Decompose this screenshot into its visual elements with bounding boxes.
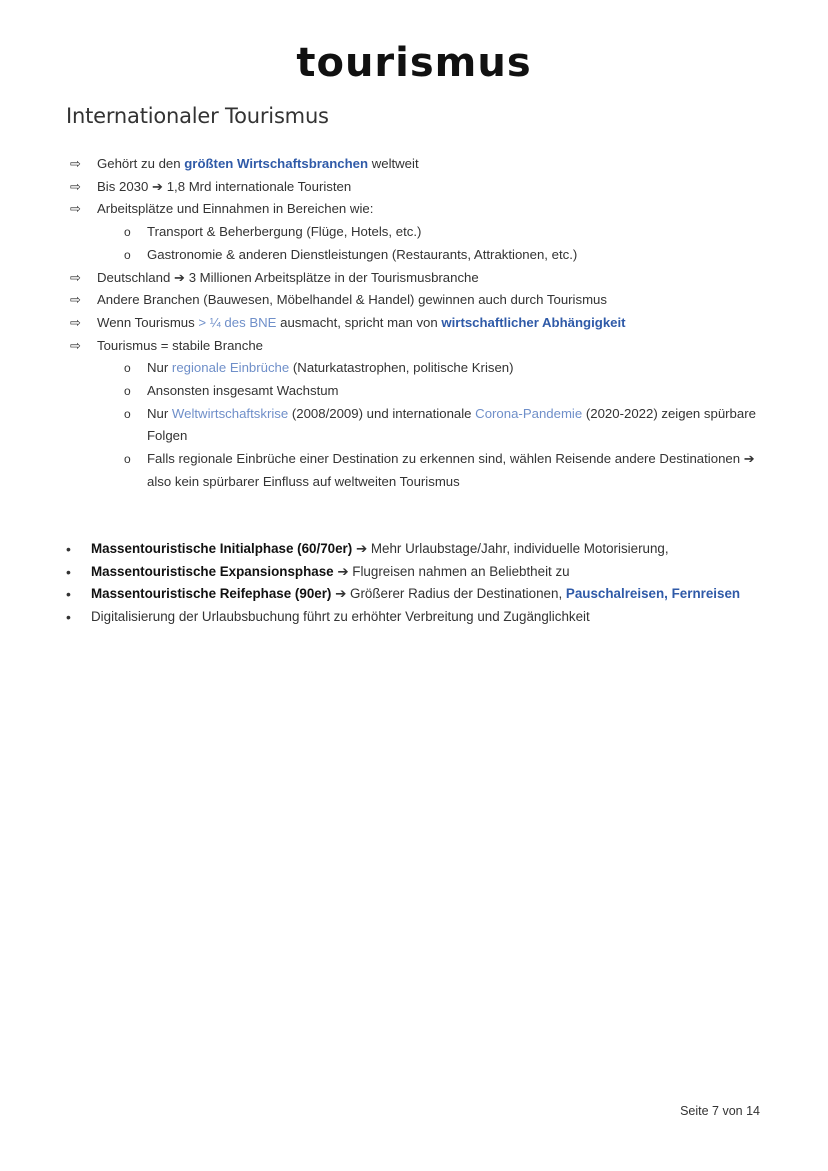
list-item: ⇨ Gehört zu den größten Wirtschaftsbranchen weltweit xyxy=(70,153,770,176)
arrow-icon: ⇨ xyxy=(70,314,81,330)
list-item: ⇨ Wenn Tourismus > ¼ des BNE ausmacht, spricht man von wirtschaftlicher Abhängigkeit xyxy=(70,312,770,335)
page-title: tourismus xyxy=(296,40,532,86)
highlight-term: Pauschalreisen xyxy=(565,586,665,602)
highlight-term: regionale Einbrüche xyxy=(171,360,290,376)
circle-bullet-icon: o xyxy=(124,452,131,467)
circle-bullet-icon: o xyxy=(124,247,131,262)
list-item: ⇨ Andere Branchen (Bauwesen, Möbelhandel & Handel) gewinnen auch durch Tourismus xyxy=(70,289,770,312)
list-item: ⇨ Deutschland ➔ 3 Millionen Arbeitsplätze in der Tourismusbranche xyxy=(70,267,770,290)
sub-list-item: o Ansonsten insgesamt Wachstum xyxy=(97,380,770,403)
sub-list-item: o Nur Weltwirtschaftskrise (2008/2009) und internationale Corona-Pandemie (2020-2022) zeigen spürbare Folgen xyxy=(97,403,770,448)
section-heading: Internationaler Tourismus xyxy=(66,104,329,128)
circle-bullet-icon: o xyxy=(124,225,131,240)
circle-bullet-icon: o xyxy=(124,384,131,399)
arrow-icon: ⇨ xyxy=(70,337,81,353)
highlight-term: größten Wirtschaftsbranchen xyxy=(184,156,369,171)
bullet-icon: • xyxy=(66,563,71,580)
sub-list xyxy=(97,221,770,266)
arrow-icon: ⇨ xyxy=(70,292,81,308)
bullet-icon: • xyxy=(66,586,71,603)
sub-list-item: o Transport & Beherbergung (Flüge, Hotels, etc.) xyxy=(97,221,770,244)
arrow-icon: ⇨ xyxy=(70,201,81,217)
sub-list-item: o Nur regionale Einbrüche (Naturkatastrophen, politische Krisen) xyxy=(97,357,770,380)
highlight-term: Corona-Pandemie xyxy=(475,405,583,421)
list-item: ⇨ Tourismus = stabile Branche o Nur regionale Einbrüche (Naturkatastrophen, politische Krisen) o Ansonsten insgesamt Wachstum o Nur Weltwirtschaftskrise (2008/2009) und internationale Corona-Pandemie (2020-2022) zeigen spürbare Folgen o Falls regionale Einbrüche einer Destination zu erkennen sind, wählen Reisende andere Destinationen ➔ also kein spürbarer Einfluss auf weltweiten Tourismus xyxy=(70,335,770,494)
list-item: • Digitalisierung der Urlaubsbuchung führt zu erhöhter Verbreitung und Zugänglichkeit xyxy=(62,606,762,629)
circle-bullet-icon: o xyxy=(124,406,131,421)
list-item: • Massentouristische Initialphase (60/70er) ➔ Mehr Urlaubstage/Jahr, individuelle Motorisierung, xyxy=(62,538,762,561)
bullet-icon: • xyxy=(66,609,71,626)
list-item: ⇨ Bis 2030 ➔ 1,8 Mrd internationale Touristen xyxy=(70,176,770,199)
phase-list xyxy=(62,538,762,629)
highlight-term: wirtschaftlicher Abhängigkeit xyxy=(441,314,626,330)
highlight-term: Weltwirtschaftskrise xyxy=(171,405,289,421)
highlight-term: > ¼ des BNE xyxy=(198,314,277,330)
highlight-term: Fernreisen xyxy=(671,586,741,602)
arrow-list xyxy=(70,153,770,494)
list-item: • Massentouristische Reifephase (90er) ➔ Größerer Radius der Destinationen, Pauschalreisen, Fernreisen xyxy=(62,583,762,606)
arrow-icon: ⇨ xyxy=(70,178,81,194)
list-item: • Massentouristische Expansionsphase ➔ Flugreisen nahmen an Beliebtheit zu xyxy=(62,561,762,584)
circle-bullet-icon: o xyxy=(124,361,131,376)
arrow-icon: ⇨ xyxy=(70,269,81,285)
arrow-icon: ⇨ xyxy=(70,156,81,171)
page-number: Seite 7 von 14 xyxy=(680,1104,760,1118)
sub-list-item: o Gastronomie & anderen Dienstleistungen (Restaurants, Attraktionen, etc.) xyxy=(97,244,770,267)
sub-list xyxy=(97,357,770,493)
sub-list-item: o Falls regionale Einbrüche einer Destination zu erkennen sind, wählen Reisende andere Destinationen ➔ also kein spürbarer Einfluss auf weltweiten Tourismus xyxy=(97,448,770,493)
list-item: ⇨ Arbeitsplätze und Einnahmen in Bereichen wie: o Transport & Beherbergung (Flüge, Hotels, etc.) o Gastronomie & anderen Dienstleistungen (Restaurants, Attraktionen, etc.) xyxy=(70,198,770,266)
bullet-icon: • xyxy=(66,541,71,557)
